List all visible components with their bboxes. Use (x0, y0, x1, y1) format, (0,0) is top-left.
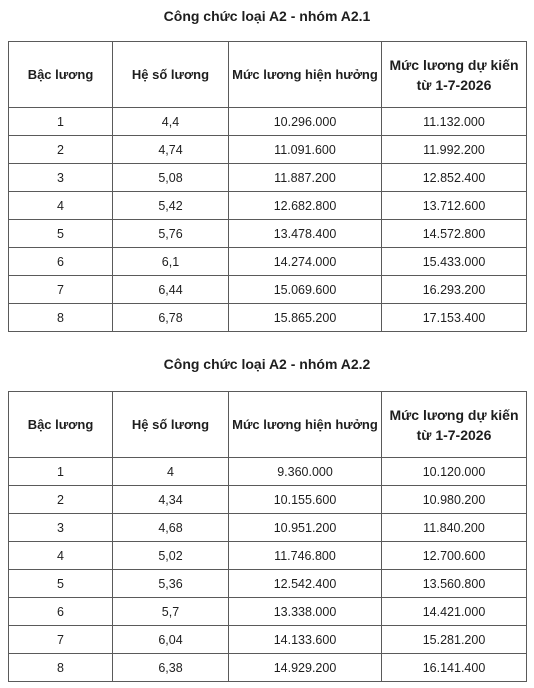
table-row (9, 304, 527, 332)
table-body-a22 (9, 458, 527, 682)
table-row (9, 570, 527, 598)
table-row (9, 248, 527, 276)
cell-muc-luong-du-kien: 15.281.200 (382, 626, 527, 654)
table-row (9, 458, 527, 486)
cell-bac-luong: 1 (9, 458, 113, 486)
table-header-row (9, 42, 527, 108)
cell-bac-luong: 3 (9, 514, 113, 542)
table-row (9, 220, 527, 248)
cell-muc-luong-du-kien: 12.852.400 (382, 164, 527, 192)
cell-muc-luong-du-kien: 10.980.200 (382, 486, 527, 514)
cell-bac-luong: 8 (9, 304, 113, 332)
cell-muc-luong-du-kien: 11.992.200 (382, 136, 527, 164)
cell-he-so-luong: 5,36 (113, 570, 229, 598)
cell-muc-luong-du-kien: 10.120.000 (382, 458, 527, 486)
table-body-a21 (9, 108, 527, 332)
cell-bac-luong: 3 (9, 164, 113, 192)
cell-muc-luong-hien-huong: 11.746.800 (229, 542, 382, 570)
cell-he-so-luong: 6,1 (113, 248, 229, 276)
cell-muc-luong-hien-huong: 14.133.600 (229, 626, 382, 654)
cell-he-so-luong: 6,44 (113, 276, 229, 304)
cell-muc-luong-hien-huong: 11.887.200 (229, 164, 382, 192)
table-row (9, 192, 527, 220)
cell-muc-luong-hien-huong: 12.542.400 (229, 570, 382, 598)
table-row (9, 626, 527, 654)
cell-muc-luong-du-kien: 13.560.800 (382, 570, 527, 598)
header-he-so-luong: Hệ số lương (113, 42, 229, 108)
cell-he-so-luong: 4 (113, 458, 229, 486)
cell-muc-luong-hien-huong: 11.091.600 (229, 136, 382, 164)
cell-muc-luong-du-kien: 11.840.200 (382, 514, 527, 542)
cell-he-so-luong: 6,04 (113, 626, 229, 654)
header-bac-luong: Bậc lương (9, 392, 113, 458)
cell-muc-luong-du-kien: 12.700.600 (382, 542, 527, 570)
cell-muc-luong-hien-huong: 14.274.000 (229, 248, 382, 276)
cell-he-so-luong: 6,38 (113, 654, 229, 682)
header-muc-luong-du-kien: Mức lương dự kiến từ 1-7-2026 (382, 42, 527, 108)
cell-bac-luong: 6 (9, 248, 113, 276)
header-muc-luong-hien-huong: Mức lương hiện hưởng (229, 392, 382, 458)
cell-muc-luong-du-kien: 16.293.200 (382, 276, 527, 304)
cell-muc-luong-hien-huong: 14.929.200 (229, 654, 382, 682)
cell-muc-luong-hien-huong: 10.951.200 (229, 514, 382, 542)
cell-bac-luong: 6 (9, 598, 113, 626)
cell-muc-luong-hien-huong: 12.682.800 (229, 192, 382, 220)
cell-muc-luong-du-kien: 13.712.600 (382, 192, 527, 220)
cell-he-so-luong: 4,68 (113, 514, 229, 542)
table-row (9, 164, 527, 192)
table-row (9, 654, 527, 682)
cell-he-so-luong: 4,74 (113, 136, 229, 164)
cell-muc-luong-du-kien: 11.132.000 (382, 108, 527, 136)
cell-bac-luong: 2 (9, 486, 113, 514)
cell-he-so-luong: 5,08 (113, 164, 229, 192)
cell-muc-luong-hien-huong: 15.069.600 (229, 276, 382, 304)
cell-he-so-luong: 5,7 (113, 598, 229, 626)
cell-muc-luong-hien-huong: 15.865.200 (229, 304, 382, 332)
cell-he-so-luong: 5,02 (113, 542, 229, 570)
table-row (9, 136, 527, 164)
cell-muc-luong-hien-huong: 10.296.000 (229, 108, 382, 136)
cell-he-so-luong: 4,34 (113, 486, 229, 514)
cell-muc-luong-du-kien: 14.572.800 (382, 220, 527, 248)
table-row (9, 598, 527, 626)
cell-bac-luong: 4 (9, 542, 113, 570)
cell-muc-luong-hien-huong: 10.155.600 (229, 486, 382, 514)
cell-bac-luong: 8 (9, 654, 113, 682)
cell-muc-luong-du-kien: 16.141.400 (382, 654, 527, 682)
cell-muc-luong-du-kien: 17.153.400 (382, 304, 527, 332)
cell-bac-luong: 5 (9, 570, 113, 598)
section-title-a22: Công chức loại A2 - nhóm A2.2 (163, 356, 371, 372)
cell-he-so-luong: 5,76 (113, 220, 229, 248)
table-header-row (9, 392, 527, 458)
cell-bac-luong: 4 (9, 192, 113, 220)
cell-muc-luong-hien-huong: 9.360.000 (229, 458, 382, 486)
header-bac-luong: Bậc lương (9, 42, 113, 108)
salary-table-a22 (8, 391, 527, 682)
salary-table-a21 (8, 41, 527, 332)
cell-bac-luong: 7 (9, 276, 113, 304)
cell-he-so-luong: 6,78 (113, 304, 229, 332)
table-row (9, 514, 527, 542)
header-he-so-luong: Hệ số lương (113, 392, 229, 458)
section-title-a21: Công chức loại A2 - nhóm A2.1 (163, 8, 371, 24)
cell-muc-luong-du-kien: 14.421.000 (382, 598, 527, 626)
header-muc-luong-hien-huong: Mức lương hiện hưởng (229, 42, 382, 108)
cell-he-so-luong: 5,42 (113, 192, 229, 220)
cell-muc-luong-du-kien: 15.433.000 (382, 248, 527, 276)
cell-bac-luong: 1 (9, 108, 113, 136)
cell-bac-luong: 7 (9, 626, 113, 654)
cell-bac-luong: 2 (9, 136, 113, 164)
table-row (9, 542, 527, 570)
cell-bac-luong: 5 (9, 220, 113, 248)
table-row (9, 108, 527, 136)
cell-muc-luong-hien-huong: 13.338.000 (229, 598, 382, 626)
header-muc-luong-du-kien: Mức lương dự kiến từ 1-7-2026 (382, 392, 527, 458)
cell-muc-luong-hien-huong: 13.478.400 (229, 220, 382, 248)
cell-he-so-luong: 4,4 (113, 108, 229, 136)
table-row (9, 486, 527, 514)
table-row (9, 276, 527, 304)
